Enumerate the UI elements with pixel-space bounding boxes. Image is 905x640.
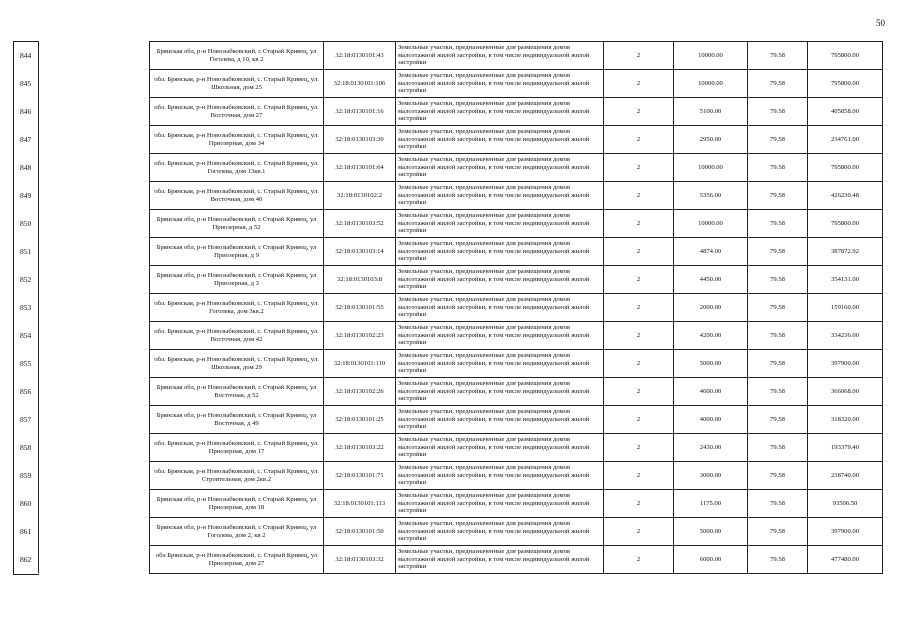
area-cell: 10000.00	[674, 154, 748, 182]
address-cell: Брянская обл, р-н Новозыбковский, с Старый Кривец, ул Гоголева, д 10, кв 2	[150, 42, 324, 70]
rate-cell: 79.58	[748, 294, 808, 322]
cadastral-number-cell: 32:18:0130102:2	[324, 182, 396, 210]
area-cell: 2000.00	[674, 294, 748, 322]
table-row	[150, 434, 883, 462]
cadastral-number-cell: 32:18:0130103:14	[324, 238, 396, 266]
cadastral-value-cell: 238740.00	[808, 462, 883, 490]
land-use-cell: Земельные участки, предназначенные для размещения домов малоэтажной жилой застройки, в том числе индивидуальной жилой застройки	[396, 182, 604, 210]
table-row	[150, 378, 883, 406]
area-cell: 4874.00	[674, 238, 748, 266]
cadastral-number-cell: 32:18:0130101:55	[324, 294, 396, 322]
address-cell: обл. Брянская, р-н Новозыбковский, с. Старый Кривец, ул. Приозерная, дом 34	[150, 126, 324, 154]
group-cell: 2	[604, 490, 674, 518]
group-cell: 2	[604, 322, 674, 350]
cadastral-value-cell: 354131.00	[808, 266, 883, 294]
cadastral-number-cell: 32:18:0130101:71	[324, 462, 396, 490]
rate-cell: 79.58	[748, 546, 808, 574]
group-cell: 2	[604, 462, 674, 490]
group-cell: 2	[604, 546, 674, 574]
land-use-cell: Земельные участки, предназначенные для размещения домов малоэтажной жилой застройки, в том числе индивидуальной жилой застройки	[396, 378, 604, 406]
rate-cell: 79.58	[748, 42, 808, 70]
group-cell: 2	[604, 42, 674, 70]
cadastral-value-cell: 426230.48	[808, 182, 883, 210]
land-use-cell: Земельные участки, предназначенные для размещения домов малоэтажной жилой застройки, в том числе индивидуальной жилой застройки	[396, 434, 604, 462]
cadastral-value-cell: 193379.40	[808, 434, 883, 462]
table-row	[150, 322, 883, 350]
area-cell: 2430.00	[674, 434, 748, 462]
area-cell: 4600.00	[674, 378, 748, 406]
row-number: 851	[20, 247, 32, 256]
table-row	[150, 462, 883, 490]
group-cell: 2	[604, 350, 674, 378]
land-use-cell: Земельные участки, предназначенные для размещения домов малоэтажной жилой застройки, в том числе индивидуальной жилой застройки	[396, 70, 604, 98]
rate-cell: 79.58	[748, 490, 808, 518]
area-cell: 5356.00	[674, 182, 748, 210]
land-use-cell: Земельные участки, предназначенные для размещения домов малоэтажной жилой застройки, в том числе индивидуальной жилой застройки	[396, 266, 604, 294]
address-cell: обл. Брянская, р-н Новозыбковский, с. Старый Кривец, ул. Восточная, дом 42	[150, 322, 324, 350]
cadastral-number-cell: 32:18:0130101:64	[324, 154, 396, 182]
group-cell: 2	[604, 434, 674, 462]
area-cell: 5000.00	[674, 350, 748, 378]
row-number: 846	[20, 107, 32, 116]
land-use-cell: Земельные участки, предназначенные для размещения домов малоэтажной жилой застройки, в том числе индивидуальной жилой застройки	[396, 210, 604, 238]
area-cell: 10000.00	[674, 42, 748, 70]
cadastral-value-cell: 93506.50	[808, 490, 883, 518]
land-use-cell: Земельные участки, предназначенные для размещения домов малоэтажной жилой застройки, в том числе индивидуальной жилой застройки	[396, 490, 604, 518]
row-number: 860	[20, 499, 32, 508]
table-row	[150, 490, 883, 518]
land-register-table	[149, 41, 883, 574]
area-cell: 10000.00	[674, 70, 748, 98]
page-number: 50	[876, 18, 885, 28]
rate-cell: 79.58	[748, 238, 808, 266]
land-use-cell: Земельные участки, предназначенные для размещения домов малоэтажной жилой застройки, в том числе индивидуальной жилой застройки	[396, 154, 604, 182]
table-row	[150, 546, 883, 574]
table-row	[150, 518, 883, 546]
cadastral-value-cell: 366068.00	[808, 378, 883, 406]
row-number: 858	[20, 443, 32, 452]
address-cell: обл. Брянская, р-н Новозыбковский, с. Старый Кривец, ул. Школьная, дом 29	[150, 350, 324, 378]
table-row	[150, 126, 883, 154]
table-row	[150, 98, 883, 126]
address-cell: обл. Брянская, р-н Новозыбковский, с. Старый Кривец, ул. Школьная, дом 25	[150, 70, 324, 98]
rate-cell: 79.58	[748, 350, 808, 378]
address-cell: Брянская обл, р-н Новозыбковский, с Старый Кривец, ул Восточная, д 49	[150, 406, 324, 434]
row-number: 857	[20, 415, 32, 424]
rate-cell: 79.58	[748, 462, 808, 490]
land-use-cell: Земельные участки, предназначенные для размещения домов малоэтажной жилой застройки, в том числе индивидуальной жилой застройки	[396, 322, 604, 350]
row-number: 844	[20, 51, 32, 60]
land-use-cell: Земельные участки, предназначенные для размещения домов малоэтажной жилой застройки, в том числе индивидуальной жилой застройки	[396, 406, 604, 434]
group-cell: 2	[604, 182, 674, 210]
group-cell: 2	[604, 210, 674, 238]
cadastral-number-cell: 32:18:0130101:43	[324, 42, 396, 70]
table-row	[150, 238, 883, 266]
table-row	[150, 406, 883, 434]
rate-cell: 79.58	[748, 266, 808, 294]
table-row	[150, 70, 883, 98]
row-number: 847	[20, 135, 32, 144]
row-number: 848	[20, 163, 32, 172]
group-cell: 2	[604, 70, 674, 98]
address-cell: Брянская обл, р-н Новозыбковский, с Старый Кривец, ул Приозерная, д 3	[150, 266, 324, 294]
group-cell: 2	[604, 238, 674, 266]
rate-cell: 79.58	[748, 210, 808, 238]
cadastral-number-cell: 32:18:0130102:23	[324, 322, 396, 350]
area-cell: 4450.00	[674, 266, 748, 294]
address-cell: Брянская обл, р-н Новозыбковский, с Старый Кривец, ул Гоголева, дом 2, кв 2	[150, 518, 324, 546]
address-cell: Брянская обл, р-н Новозыбковский, с Старый Кривец, ул Приозерная, д 9	[150, 238, 324, 266]
area-cell: 5100.00	[674, 98, 748, 126]
group-cell: 2	[604, 154, 674, 182]
land-use-cell: Земельные участки, предназначенные для размещения домов малоэтажной жилой застройки, в том числе индивидуальной жилой застройки	[396, 546, 604, 574]
row-number: 850	[20, 219, 32, 228]
cadastral-number-cell: 32:18:0130103:52	[324, 210, 396, 238]
area-cell: 5000.00	[674, 518, 748, 546]
group-cell: 2	[604, 406, 674, 434]
group-cell: 2	[604, 98, 674, 126]
land-use-cell: Земельные участки, предназначенные для размещения домов малоэтажной жилой застройки, в том числе индивидуальной жилой застройки	[396, 98, 604, 126]
land-use-cell: Земельные участки, предназначенные для размещения домов малоэтажной жилой застройки, в том числе индивидуальной жилой застройки	[396, 294, 604, 322]
address-cell: обл. Брянская, р-н Новозыбковский, с. Старый Кривец, ул. Восточная, дом 27	[150, 98, 324, 126]
table-row	[150, 42, 883, 70]
cadastral-value-cell: 159160.00	[808, 294, 883, 322]
group-cell: 2	[604, 518, 674, 546]
rate-cell: 79.58	[748, 98, 808, 126]
land-use-cell: Земельные участки, предназначенные для размещения домов малоэтажной жилой застройки, в том числе индивидуальной жилой застройки	[396, 350, 604, 378]
table-row	[150, 154, 883, 182]
cadastral-value-cell: 318320.00	[808, 406, 883, 434]
area-cell: 4000.00	[674, 406, 748, 434]
cadastral-value-cell: 334236.00	[808, 322, 883, 350]
table-row	[150, 350, 883, 378]
address-cell: Брянская обл, р-н Новозыбковский, с Старый Кривец, ул Приозерная, д 52	[150, 210, 324, 238]
cadastral-value-cell: 234761.00	[808, 126, 883, 154]
cadastral-number-cell: 32:18:0130101:16	[324, 98, 396, 126]
cadastral-number-cell: 32:18:0130103:39	[324, 126, 396, 154]
row-number: 859	[20, 471, 32, 480]
area-cell: 2950.00	[674, 126, 748, 154]
group-cell: 2	[604, 294, 674, 322]
rate-cell: 79.58	[748, 182, 808, 210]
cadastral-number-cell: 32:18:0130101:25	[324, 406, 396, 434]
address-cell: обл. Брянская, р-н Новозыбковский, с. Старый Кривец, ул. Приозерная, дом 17	[150, 434, 324, 462]
group-cell: 2	[604, 126, 674, 154]
address-cell: обл. Брянская, р-н Новозыбковский, с. Старый Кривец, ул. Гоголева, дом 13кв.1	[150, 154, 324, 182]
row-number: 849	[20, 191, 32, 200]
rate-cell: 79.58	[748, 434, 808, 462]
row-number: 854	[20, 331, 32, 340]
land-use-cell: Земельные участки, предназначенные для размещения домов малоэтажной жилой застройки, в том числе индивидуальной жилой застройки	[396, 462, 604, 490]
cadastral-number-cell: 32:18:0130102:26	[324, 378, 396, 406]
rate-cell: 79.58	[748, 154, 808, 182]
cadastral-value-cell: 795800.00	[808, 70, 883, 98]
area-cell: 6000.00	[674, 546, 748, 574]
row-number: 862	[20, 555, 32, 564]
cadastral-value-cell: 477480.00	[808, 546, 883, 574]
rate-cell: 79.58	[748, 378, 808, 406]
area-cell: 4200.00	[674, 322, 748, 350]
address-cell: Брянская обл, р-н Новозыбковский, с Старый Кривец, ул Приозерная, дом 18	[150, 490, 324, 518]
cadastral-value-cell: 795800.00	[808, 210, 883, 238]
row-number-column	[13, 41, 39, 575]
address-cell: обл. Брянская, р-н Новозыбковский, с. Старый Кривец, ул. Восточная, дом 40	[150, 182, 324, 210]
rate-cell: 79.58	[748, 322, 808, 350]
column-divider	[38, 41, 39, 573]
cadastral-value-cell: 397900.00	[808, 350, 883, 378]
address-cell: обл. Брянская, р-н Новозыбковский, с. Старый Кривец, ул. Строительная, дом 2кв.2	[150, 462, 324, 490]
cadastral-value-cell: 405858.00	[808, 98, 883, 126]
area-cell: 10000.00	[674, 210, 748, 238]
area-cell: 1175.00	[674, 490, 748, 518]
address-cell: обл. Брянская, р-н Новозыбковский, с. Старый Кривец, ул. Гоголева, дом 3кв.2	[150, 294, 324, 322]
cadastral-value-cell: 795800.00	[808, 154, 883, 182]
land-use-cell: Земельные участки, предназначенные для размещения домов малоэтажной жилой застройки, в том числе индивидуальной жилой застройки	[396, 126, 604, 154]
row-number: 856	[20, 387, 32, 396]
cadastral-value-cell: 795800.00	[808, 42, 883, 70]
table-row	[150, 210, 883, 238]
land-use-cell: Земельные участки, предназначенные для размещения домов малоэтажной жилой застройки, в том числе индивидуальной жилой застройки	[396, 238, 604, 266]
cadastral-number-cell: 32:18:0130101:50	[324, 518, 396, 546]
table-row	[150, 266, 883, 294]
row-number: 845	[20, 79, 32, 88]
cadastral-number-cell: 32:18:0130103:8	[324, 266, 396, 294]
rate-cell: 79.58	[748, 70, 808, 98]
row-number: 853	[20, 303, 32, 312]
area-cell: 3000.00	[674, 462, 748, 490]
row-number: 852	[20, 275, 32, 284]
row-number: 855	[20, 359, 32, 368]
group-cell: 2	[604, 378, 674, 406]
cadastral-number-cell: 32:18:0130101:106	[324, 70, 396, 98]
cadastral-value-cell: 387872.92	[808, 238, 883, 266]
table-row	[150, 182, 883, 210]
land-use-cell: Земельные участки, предназначенные для размещения домов малоэтажной жилой застройки, в том числе индивидуальной жилой застройки	[396, 518, 604, 546]
cadastral-value-cell: 397900.00	[808, 518, 883, 546]
cadastral-number-cell: 32:18:0130103:32	[324, 546, 396, 574]
rate-cell: 79.58	[748, 126, 808, 154]
cadastral-number-cell: 32:18:0130103:22	[324, 434, 396, 462]
group-cell: 2	[604, 266, 674, 294]
cadastral-number-cell: 32:18:0130101:110	[324, 350, 396, 378]
row-number: 861	[20, 527, 32, 536]
table-row	[150, 294, 883, 322]
cadastral-number-cell: 32:18:0130101:113	[324, 490, 396, 518]
rate-cell: 79.58	[748, 518, 808, 546]
land-use-cell: Земельные участки, предназначенные для размещения домов малоэтажной жилой застройки, в том числе индивидуальной жилой застройки	[396, 42, 604, 70]
address-cell: обл Брянская, р-н Новозыбковский, с. Старый Кривец, ул Приозерная, дом 27	[150, 546, 324, 574]
address-cell: Брянская обл, р-н Новозыбковский, с Старый Кривец, ул Восточная, д 52	[150, 378, 324, 406]
rate-cell: 79.58	[748, 406, 808, 434]
